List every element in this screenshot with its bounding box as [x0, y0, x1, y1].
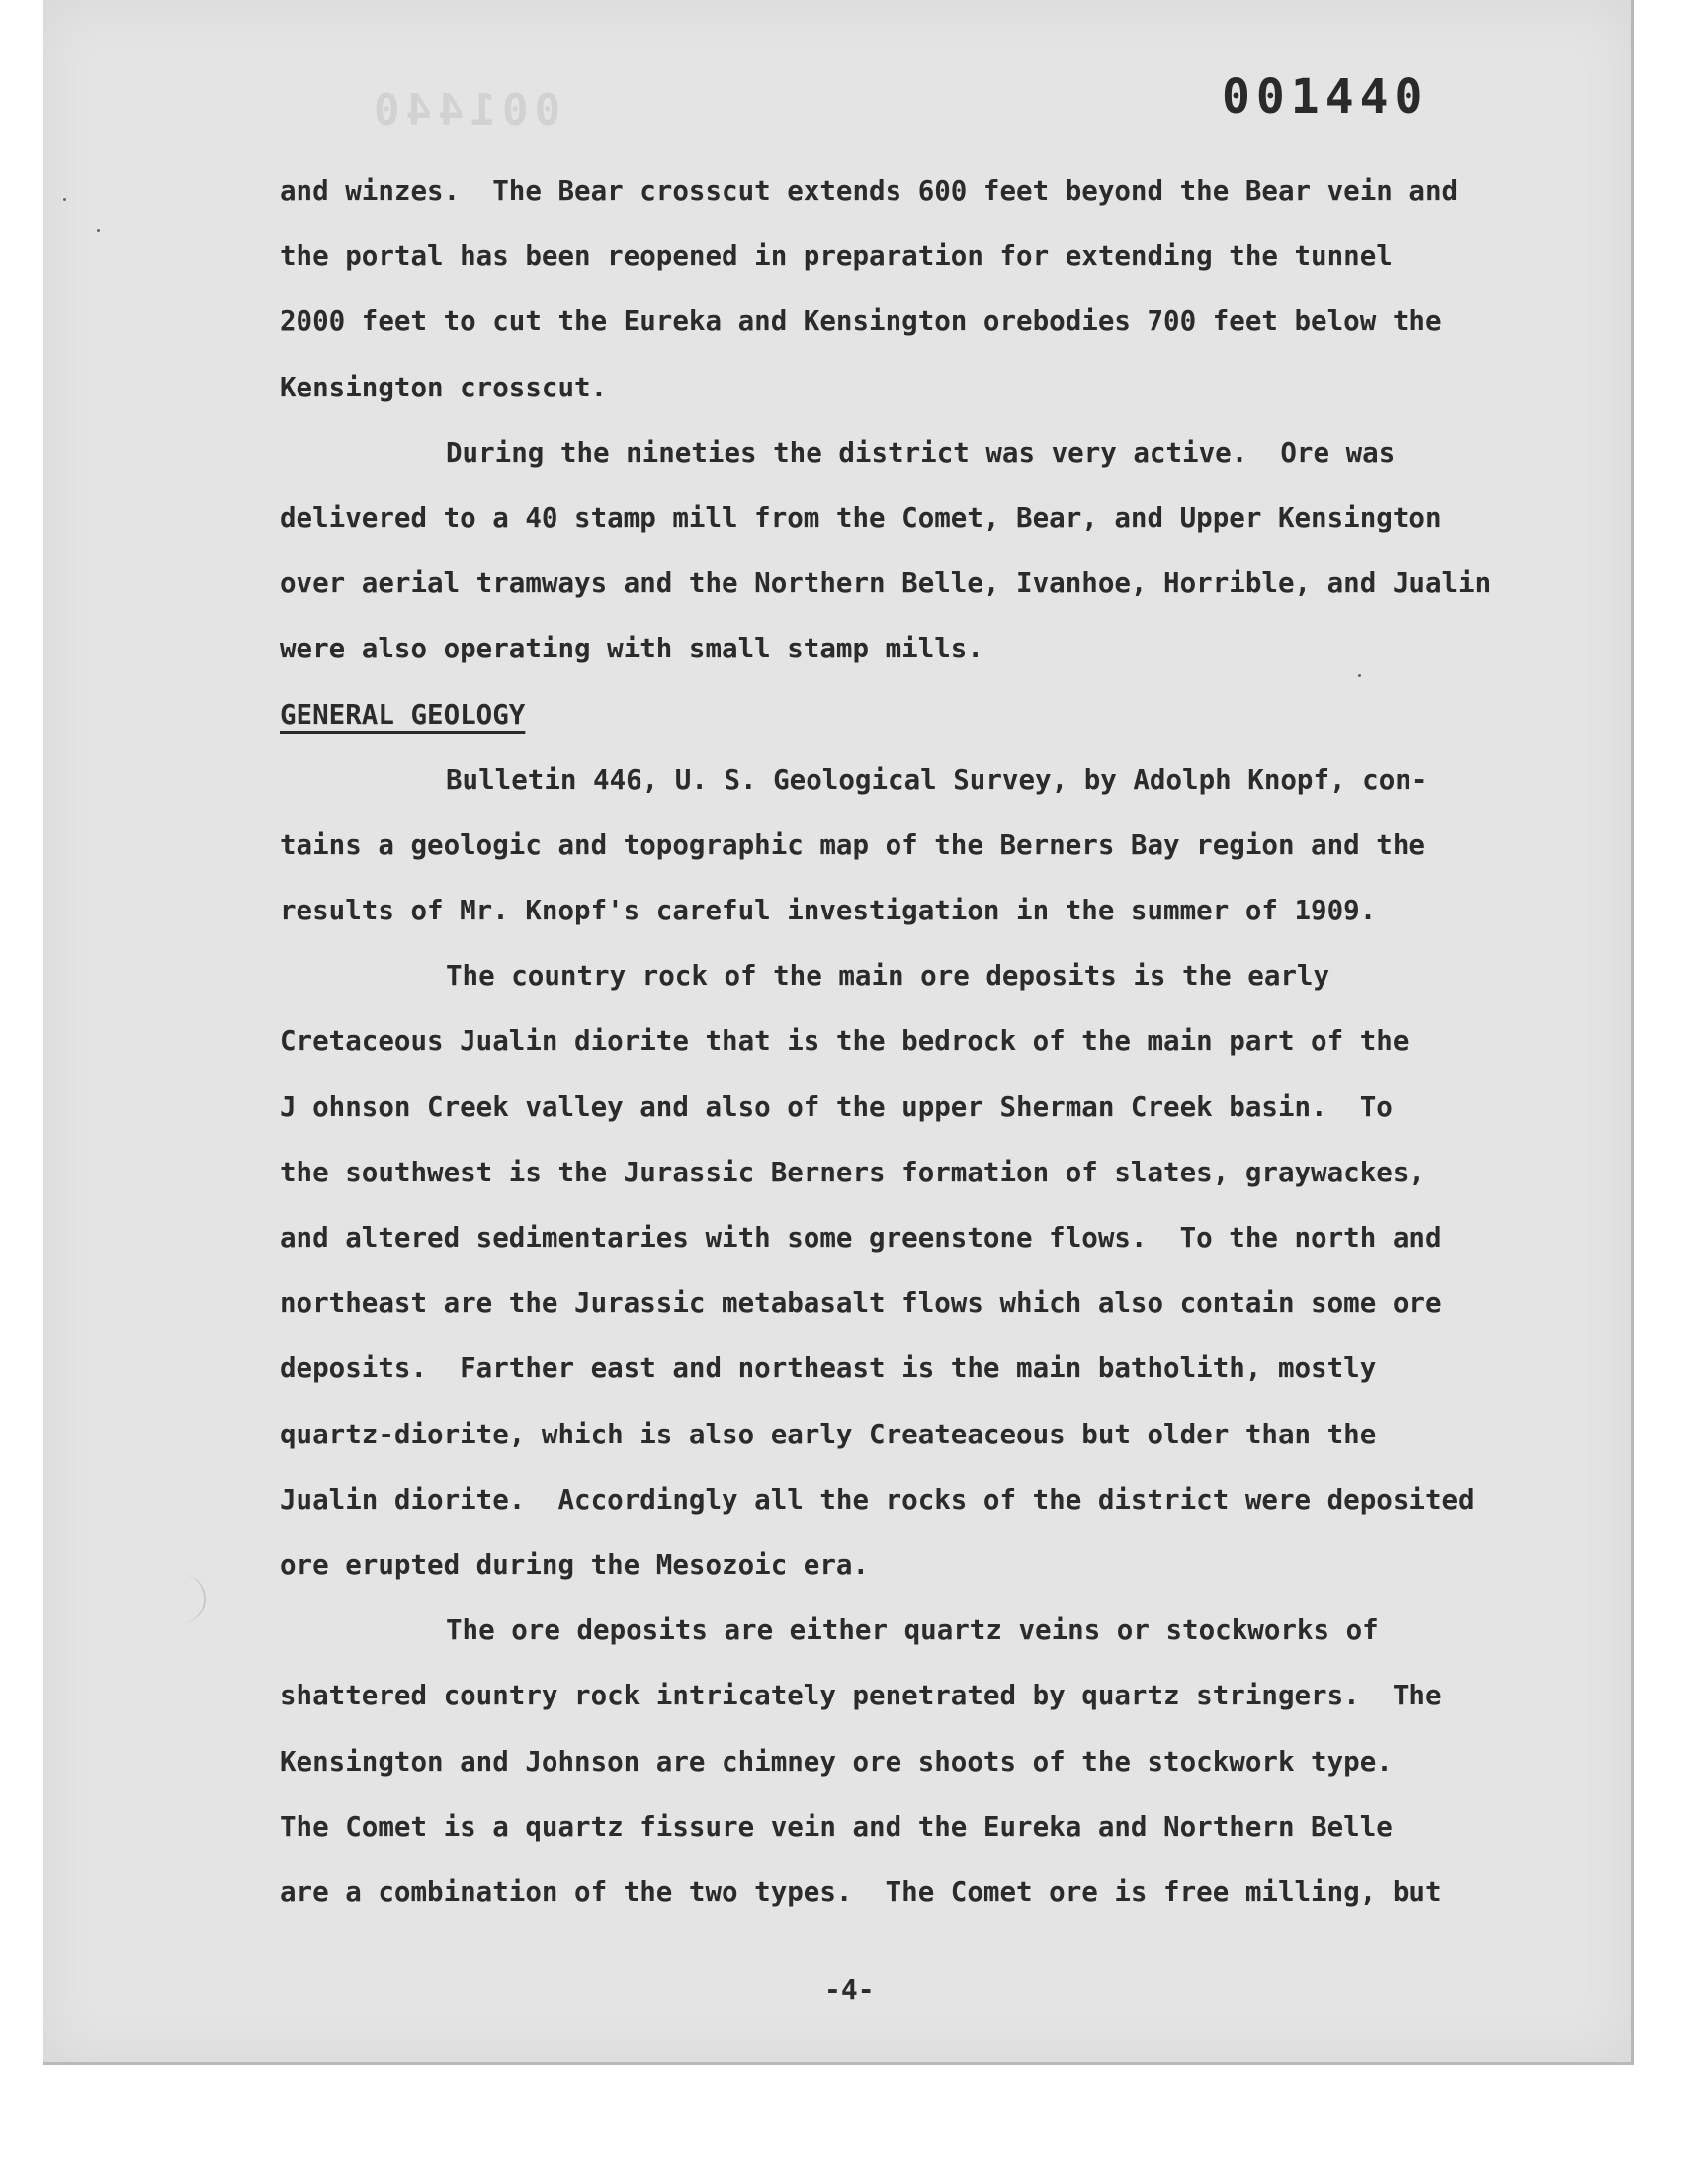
text-line: delivered to a 40 stamp mill from the Comet, Bear, and Upper Kensington	[280, 501, 1442, 534]
page-number: -4-	[824, 1973, 875, 2006]
text-line: quartz-diorite, which is also early Createaceous but older than the	[280, 1418, 1377, 1450]
text-line: Kensington and Johnson are chimney ore shoots of the stockwork type.	[280, 1745, 1393, 1778]
dust-speck	[97, 229, 100, 232]
document-stamp-number: 001440	[1222, 69, 1429, 125]
bleed-through-number: 001440	[368, 85, 560, 135]
text-line: 2000 feet to cut the Eureka and Kensington orebodies 700 feet below the	[280, 305, 1442, 338]
text-line: and altered sedimentaries with some greenstone flows. To the north and	[280, 1222, 1442, 1254]
text-line: ore erupted during the Mesozoic era.	[280, 1548, 870, 1581]
text-line: the portal has been reopened in preparation for extending the tunnel	[280, 240, 1393, 273]
text-line: Kensington crosscut.	[280, 371, 608, 403]
section-heading: GENERAL GEOLOGY	[280, 698, 526, 731]
text-line: tains a geologic and topographic map of the Berners Bay region and the	[280, 828, 1425, 861]
paragraph-start-line: During the nineties the district was very active. Ore was	[446, 436, 1396, 469]
text-line: The Comet is a quartz fissure vein and the Eureka and Northern Belle	[280, 1810, 1393, 1843]
text-line: deposits. Farther east and northeast is the main batholith, mostly	[280, 1352, 1377, 1385]
punch-hole-mark	[170, 1574, 206, 1623]
paragraph-start-line: Bulletin 446, U. S. Geological Survey, by Adolph Knopf, con-	[446, 763, 1428, 796]
text-line: Jualin diorite. Accordingly all the rocks of the district were deposited	[280, 1483, 1475, 1516]
text-line: Cretaceous Jualin diorite that is the bedrock of the main part of the	[280, 1025, 1409, 1058]
text-line: northeast are the Jurassic metabasalt flows which also contain some ore	[280, 1287, 1442, 1320]
section-heading-wrap	[280, 688, 1525, 753]
text-line: results of Mr. Knopf's careful investigation in the summer of 1909.	[280, 895, 1377, 927]
document-body	[280, 164, 1525, 1931]
text-line: the southwest is the Jurassic Berners formation of slates, graywackes,	[280, 1156, 1425, 1188]
text-line: and winzes. The Bear crosscut extends 600 feet beyond the Bear vein and	[280, 175, 1459, 207]
paragraph-start-line: The country rock of the main ore deposits is the early	[446, 960, 1330, 993]
text-line: J ohnson Creek valley and also of the upper Sherman Creek basin. To	[280, 1090, 1393, 1123]
text-line: over aerial tramways and the Northern Belle, Ivanhoe, Horrible, and Jualin	[280, 567, 1492, 600]
text-line: are a combination of the two types. The Comet ore is free milling, but	[280, 1875, 1442, 1908]
dust-speck	[63, 198, 66, 201]
text-line: were also operating with small stamp mills.	[280, 633, 983, 665]
text-line: shattered country rock intricately penetrated by quartz stringers. The	[280, 1680, 1442, 1712]
paragraph-start-line: The ore deposits are either quartz veins or stockworks of	[446, 1614, 1379, 1647]
